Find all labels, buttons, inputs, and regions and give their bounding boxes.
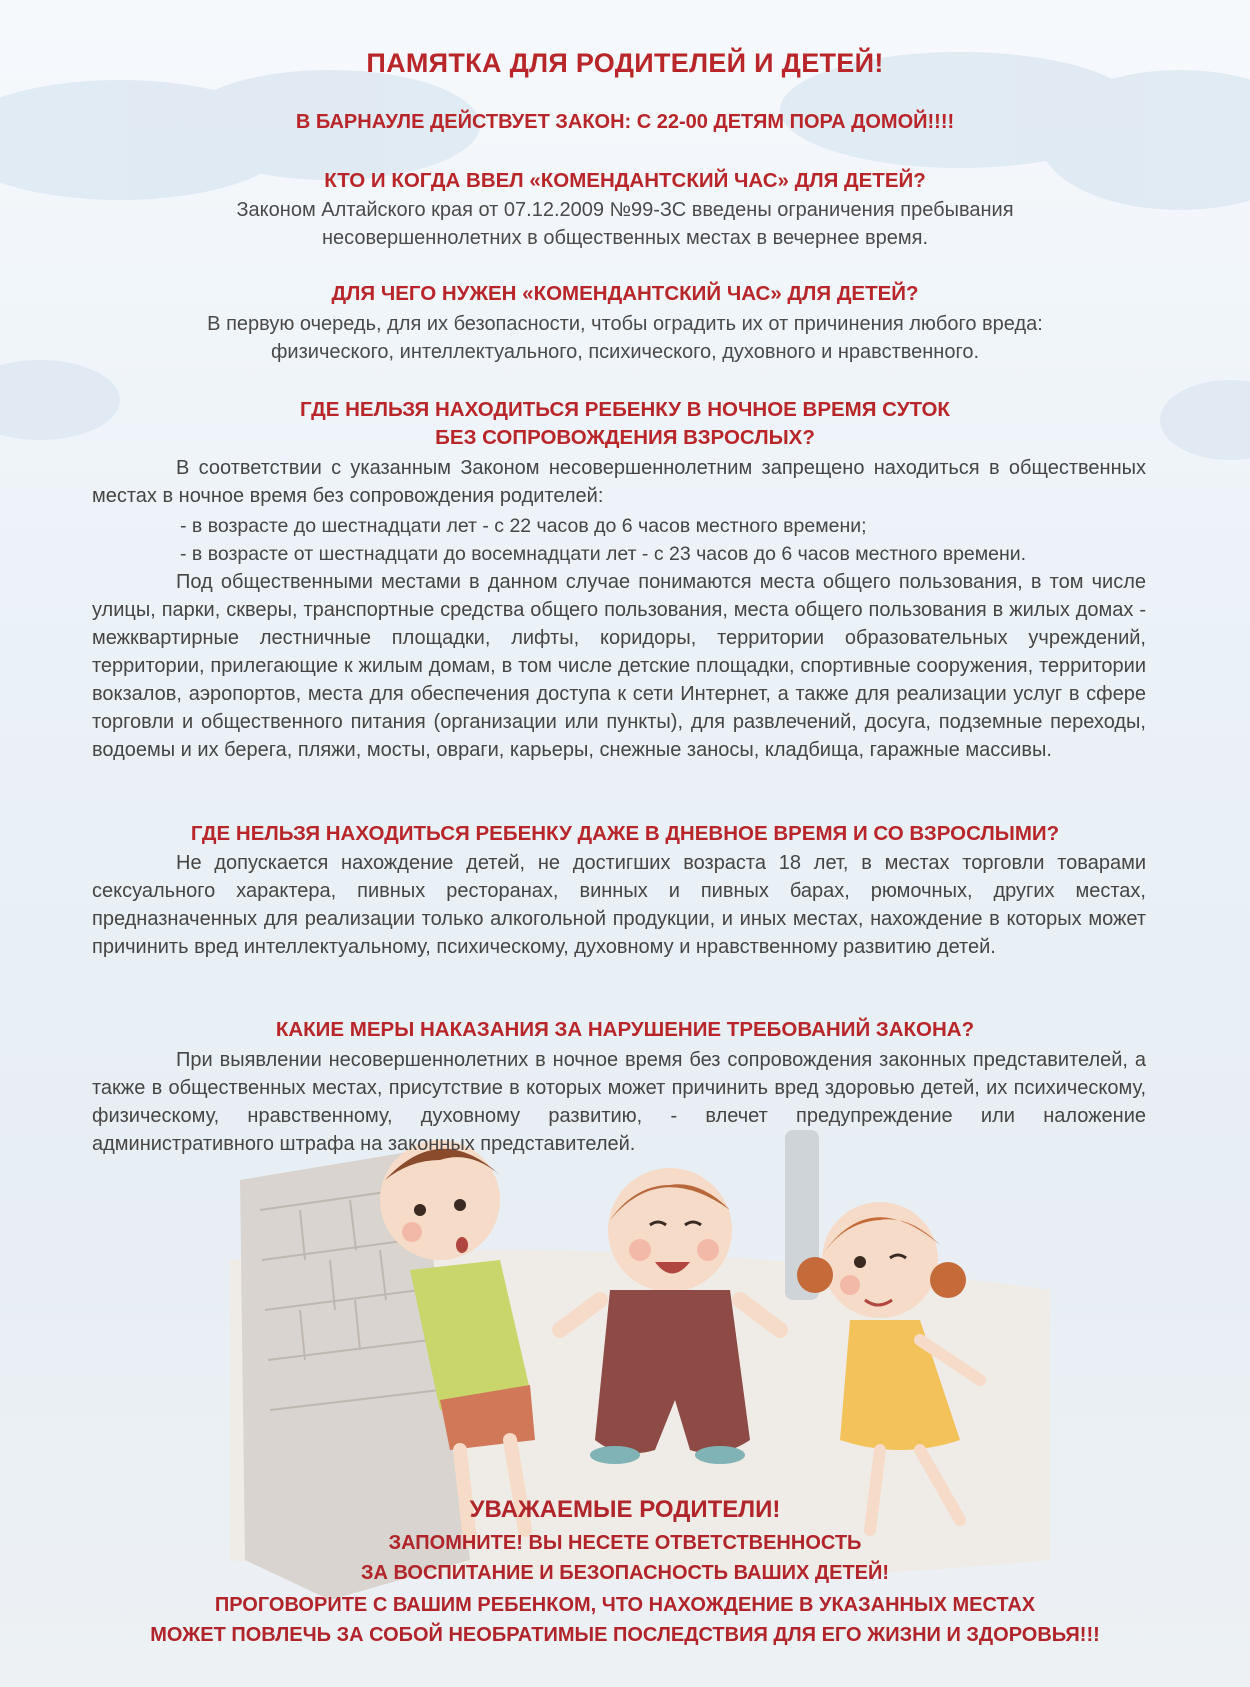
section1-line1: Законом Алтайского края от 07.12.2009 №99-ЗС введены ограничения пребывания bbox=[236, 199, 1014, 221]
section2-heading: ДЛЯ ЧЕГО НУЖЕН «КОМЕНДАНТСКИЙ ЧАС» ДЛЯ ДЕТЕЙ? bbox=[331, 282, 919, 305]
footer-line5: МОЖЕТ ПОВЛЕЧЬ ЗА СОБОЙ НЕОБРАТИМЫЕ ПОСЛЕДСТВИЯ ДЛЯ ЕГО ЖИЗНИ И ЗДОРОВЬЯ!!! bbox=[150, 1624, 1100, 1646]
section3-body: Под общественными местами в данном случае понимаются места общего пользования, в том числе улицы, парки, скверы, транспортные средства общего пользования, места общего пользования в жилых домах - межквартирные лестничные площадки, лифты, коридоры, территории образовательных учреждений, территории, прилегающие к жилым домам, в том числе детские площадки, спортивные сооружения, территории вокзалов, аэропортов, места для обеспечения доступа к сети Интернет, а также для реализации услуг в сфере торговли и общественного питания (организации или пункты), для развлечений, досуга, подземные переходы, водоемы и их берега, пляжи, мосты, овраги, карьеры, снежные заносы, кладбища, гаражные массивы. bbox=[92, 571, 1146, 761]
children-illustration bbox=[230, 1130, 1050, 1600]
section3-heading-line1: ГДЕ НЕЛЬЗЯ НАХОДИТЬСЯ РЕБЕНКУ В НОЧНОЕ ВРЕМЯ СУТОК bbox=[300, 398, 950, 421]
footer-line4: ПРОГОВОРИТЕ С ВАШИМ РЕБЕНКОМ, ЧТО НАХОЖДЕНИЕ В УКАЗАННЫХ МЕСТАХ bbox=[214, 1594, 1036, 1616]
footer-line3: ЗА ВОСПИТАНИЕ И БЕЗОПАСНОСТЬ ВАШИХ ДЕТЕЙ! bbox=[360, 1562, 890, 1584]
section3-item2: - в возрасте от шестнадцати до восемнадцати лет - с 23 часов до 6 часов местного времени. bbox=[180, 543, 1027, 565]
section4-heading: ГДЕ НЕЛЬЗЯ НАХОДИТЬСЯ РЕБЕНКУ ДАЖЕ В ДНЕВНОЕ ВРЕМЯ И СО ВЗРОСЛЫМИ? bbox=[190, 822, 1060, 845]
section1-line2: несовершеннолетних в общественных местах в вечернее время. bbox=[321, 227, 929, 249]
page-title: ПАМЯТКА ДЛЯ РОДИТЕЛЕЙ И ДЕТЕЙ! bbox=[366, 48, 884, 78]
section3-intro: В соответствии с указанным Законом несовершеннолетним запрещено находиться в общественных местах в ночное время без сопровождения родителей: bbox=[92, 457, 1146, 507]
section4-body: Не допускается нахождение детей, не достигших возраста 18 лет, в местах торговли товарами сексуального характера, пивных ресторанах, винных и пивных барах, рюмочных, других местах, предназначенных для реализации только алкогольной продукции, и иных местах, нахождение в которых может причинить вред интеллектуальному, психическому, духовному и нравственному развитию детей. bbox=[92, 852, 1146, 958]
section1-heading: КТО И КОГДА ВВЕЛ «КОМЕНДАНТСКИЙ ЧАС» ДЛЯ ДЕТЕЙ? bbox=[324, 169, 926, 192]
section2-line1: В первую очередь, для их безопасности, чтобы оградить их от причинения любого вреда: bbox=[207, 313, 1043, 335]
footer-line2: ЗАПОМНИТЕ! ВЫ НЕСЕТЕ ОТВЕТСТВЕННОСТЬ bbox=[388, 1532, 862, 1554]
section5-heading: КАКИЕ МЕРЫ НАКАЗАНИЯ ЗА НАРУШЕНИЕ ТРЕБОВАНИЙ ЗАКОНА? bbox=[275, 1018, 975, 1041]
page-subtitle: В БАРНАУЛЕ ДЕЙСТВУЕТ ЗАКОН: С 22-00 ДЕТЯМ ПОРА ДОМОЙ!!!! bbox=[295, 111, 955, 133]
section2-line2: физического, интеллектуального, психического, духовного и нравственного. bbox=[270, 341, 980, 363]
footer-line1: УВАЖАЕМЫЕ РОДИТЕЛИ! bbox=[469, 1496, 781, 1523]
section5-body: При выявлении несовершеннолетних в ночное время без сопровождения законных представителей, а также в общественных местах, присутствие в которых может причинить вред здоровью детей, их психическому, физическому, нравственному, духовному развитию, - влечет предупреждение или наложение административного штрафа на законных представителей. bbox=[92, 1049, 1146, 1155]
section3-heading-line2: БЕЗ СОПРОВОЖДЕНИЯ ВЗРОСЛЫХ? bbox=[435, 426, 815, 449]
section3-item1: - в возрасте до шестнадцати лет - с 22 часов до 6 часов местного времени; bbox=[180, 515, 867, 537]
